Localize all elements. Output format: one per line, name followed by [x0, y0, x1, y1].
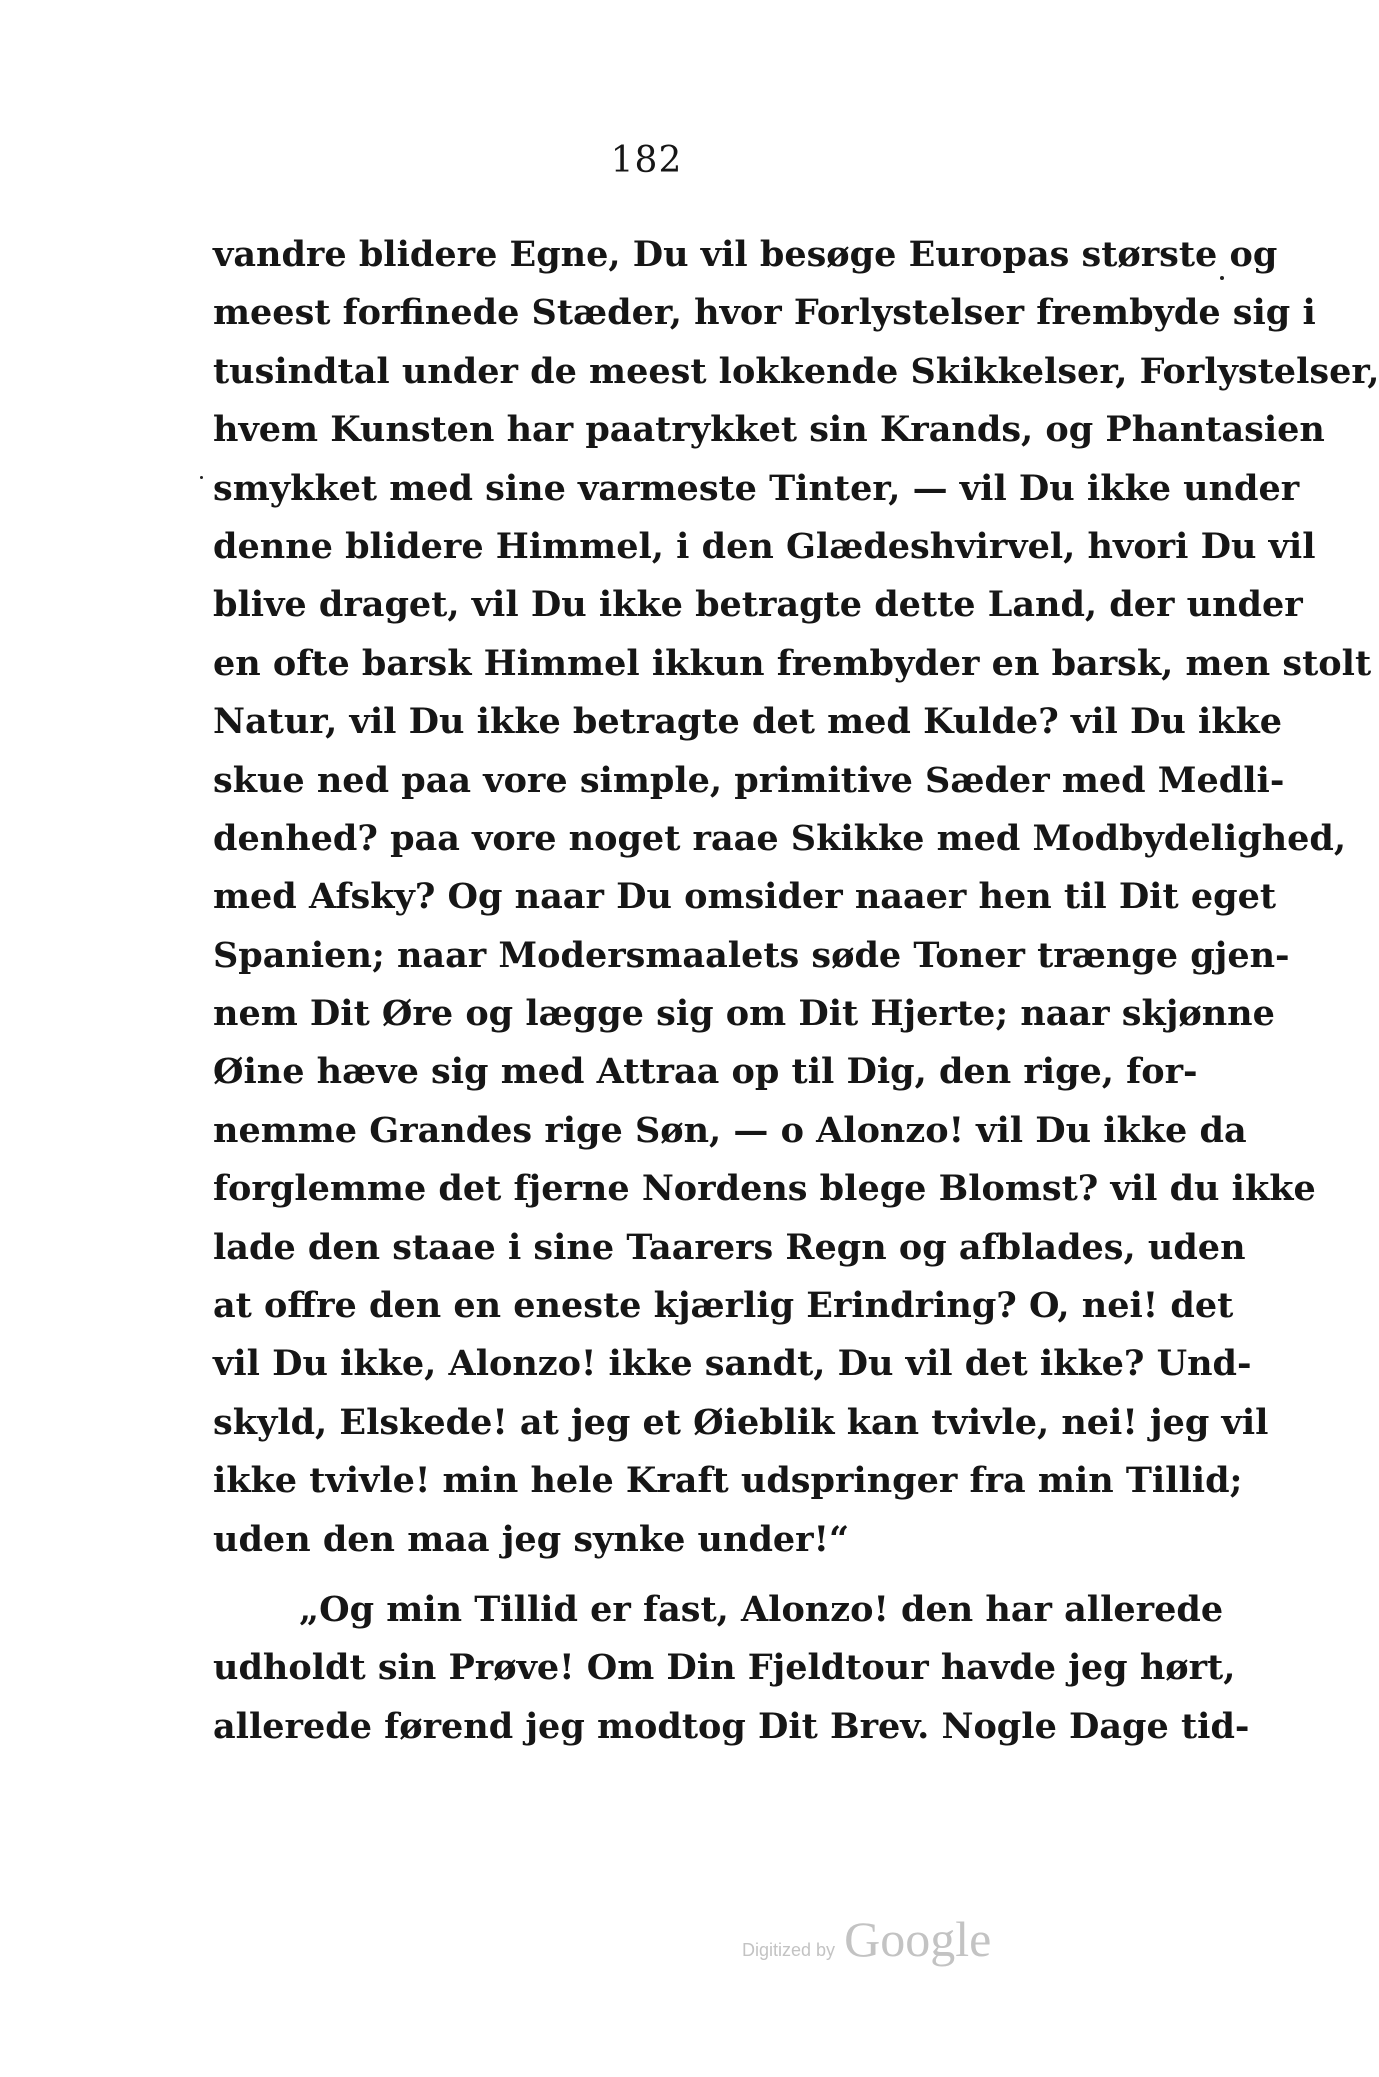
text-line: denhed? paa vore noget raae Skikke med Modbydelighed,: [213, 817, 1347, 859]
text-line: tusindtal under de meest lokkende Skikkelser, Forlystelser,: [213, 350, 1379, 392]
text-line: ikke tvivle! min hele Kraft udspringer fra min Tillid;: [213, 1460, 1243, 1502]
text-line: Øine hæve sig med Attraa op til Dig, den rige, for-: [213, 1051, 1198, 1093]
text-line: forglemme det fjerne Nordens blege Blomst? vil du ikke: [213, 1168, 1316, 1210]
text-line: Natur, vil Du ikke betragte det med Kulde? vil Du ikke: [213, 701, 1283, 743]
text-line: hvem Kunsten har paatrykket sin Krands, og Phantasien: [213, 409, 1325, 451]
google-watermark: [742, 1910, 1162, 1970]
text-line: at offre den en eneste kjærlig Erindring? O, nei! det: [213, 1285, 1234, 1327]
text-line: blive draget, vil Du ikke betragte dette Land, der under: [213, 584, 1303, 626]
text-line: Spanien; naar Modersmaalets søde Toner trænge gjen-: [213, 934, 1290, 976]
text-line: meest forfinede Stæder, hvor Forlystelser frembyde sig i: [213, 292, 1316, 334]
ink-speck: [200, 476, 203, 479]
ink-speck: [1220, 276, 1224, 280]
text-line: en ofte barsk Himmel ikkun frembyder en barsk, men stolt: [213, 642, 1372, 684]
text-line: nem Dit Øre og lægge sig om Dit Hjerte; naar skjønne: [213, 993, 1275, 1035]
text-line-paragraph-start: „Og min Tillid er fast, Alonzo! den har allerede: [299, 1588, 1224, 1630]
text-line: nemme Grandes rige Søn, — o Alonzo! vil Du ikke da: [213, 1109, 1247, 1151]
text-line-paragraph-end: uden den maa jeg synke under!“: [213, 1518, 850, 1560]
text-line: skyld, Elskede! at jeg et Øieblik kan tvivle, nei! jeg vil: [213, 1401, 1269, 1443]
text-line: vandre blidere Egne, Du vil besøge Europas største og: [213, 234, 1278, 275]
text-line: med Afsky? Og naar Du omsider naaer hen til Dit eget: [213, 876, 1277, 918]
text-line: allerede førend jeg modtog Dit Brev. Nogle Dage tid-: [213, 1705, 1250, 1747]
page-number: 182: [610, 140, 683, 181]
watermark-digitized-by: Digitized by: [742, 1940, 836, 1960]
text-line: skue ned paa vore simple, primitive Sæder med Medli-: [213, 759, 1285, 801]
page-text: [213, 226, 1379, 1756]
text-line: smykket med sine varmeste Tinter, — vil Du ikke under: [213, 467, 1300, 509]
text-line: denne blidere Himmel, i den Glædeshvirvel, hvori Du vil: [213, 525, 1316, 567]
watermark-brand: Google: [844, 1911, 992, 1967]
text-line: lade den staae i sine Taarers Regn og afblades, uden: [213, 1226, 1246, 1268]
text-line: udholdt sin Prøve! Om Din Fjeldtour havde jeg hørt,: [213, 1647, 1236, 1689]
text-line: vil Du ikke, Alonzo! ikke sandt, Du vil det ikke? Und-: [213, 1343, 1252, 1385]
